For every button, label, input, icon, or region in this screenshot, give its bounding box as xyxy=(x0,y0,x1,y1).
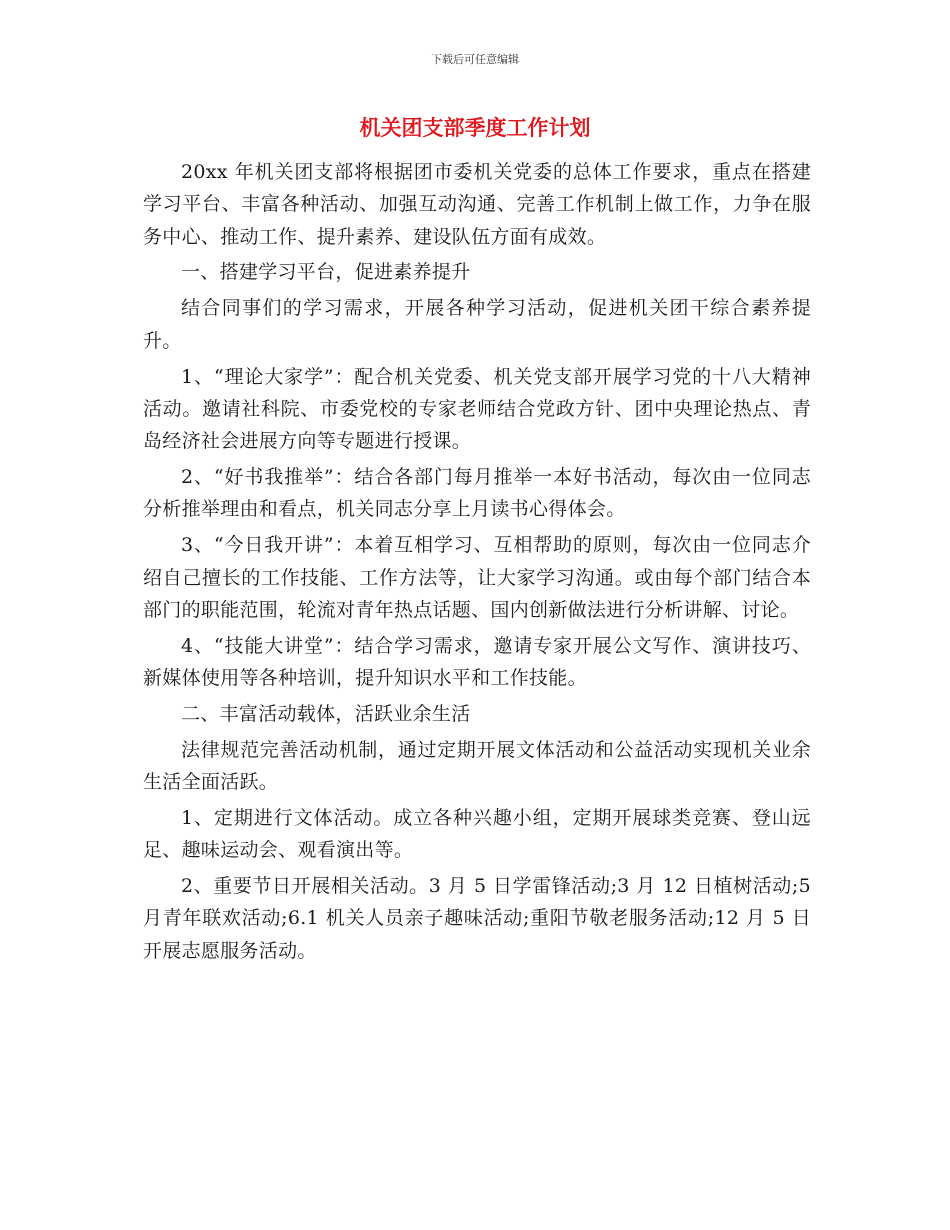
document-body xyxy=(143,156,811,967)
section-1-item-2: 2、“好书我推举”：结合各部门每月推举一本好书活动，每次由一位同志分析推举理由和看点，机关同志分享上月读书心得体会。 xyxy=(143,466,811,521)
section-1-item-3: 3、“今日我开讲”：本着互相学习、互相帮助的原则，每次由一位同志介绍自己擅长的工作技能、工作方法等，让大家学习沟通。或由每个部门结合本部门的职能范围，轮流对青年热点话题、国内创新做法进行分析讲解、讨论。 xyxy=(143,534,811,621)
section-1-item-1: 1、“理论大家学”：配合机关党委、机关党支部开展学习党的十八大精神活动。邀请社科院、市委党校的专家老师结合党政方针、团中央理论热点、青岛经济社会进展方向等专题进行授课。 xyxy=(143,365,811,453)
section-1-item-4: 4、“技能大讲堂”：结合学习需求，邀请专家开展公文写作、演讲技巧、新媒体使用等各种培训，提升知识水平和工作技能。 xyxy=(143,634,811,690)
section-1-intro: 结合同事们的学习需求，开展各种学习活动，促进机关团干综合素养提升。 xyxy=(143,297,811,352)
intro-paragraph: 20xx 年机关团支部将根据团市委机关党委的总体工作要求，重点在搭建学习平台、丰富各种活动、加强互动沟通、完善工作机制上做工作，力争在服务中心、推动工作、提升素养、建设队伍方面有成效。 xyxy=(143,161,811,248)
section-heading-1: 一、搭建学习平台，促进素养提升 xyxy=(181,261,471,284)
section-2-intro: 法律规范完善活动机制，通过定期开展文体活动和公益活动实现机关业余生活全面活跃。 xyxy=(143,738,811,794)
section-2-item-1: 1、定期进行文体活动。成立各种兴趣小组，定期开展球类竞赛、登山远足、趣味运动会、观看演出等。 xyxy=(143,806,811,862)
page-header-note: 下载后可任意编辑 xyxy=(431,53,519,66)
document-title: 机关团支部季度工作计划 xyxy=(359,116,591,140)
section-2-item-2: 2、重要节日开展相关活动。3 月 5 日学雷锋活动;3 月 12 日植树活动;5 月青年联欢活动;6.1 机关人员亲子趣味活动;重阳节敬老服务活动;12 月 5 日开展志愿服务活动。 xyxy=(143,875,811,962)
section-heading-2: 二、丰富活动载体，活跃业余生活 xyxy=(181,702,471,725)
